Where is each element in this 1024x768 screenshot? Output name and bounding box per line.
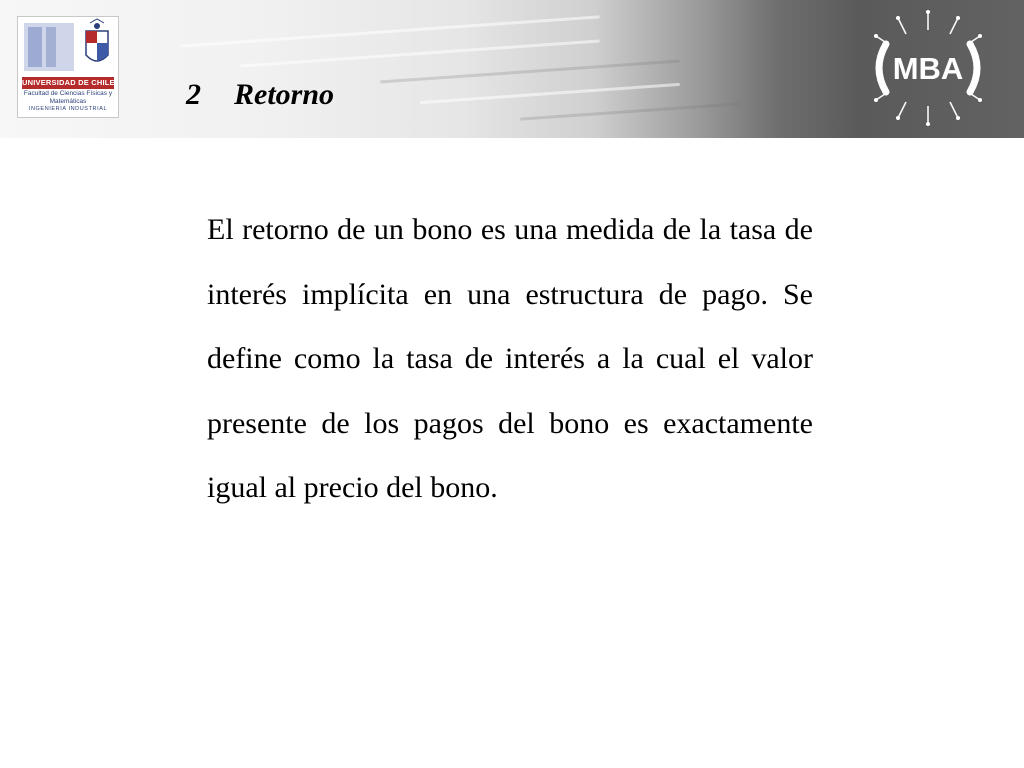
mba-logo-icon — [858, 8, 998, 128]
section-number: 2 — [186, 78, 201, 111]
header-streak — [380, 60, 679, 84]
university-name: UNIVERSIDAD DE CHILE — [22, 78, 115, 87]
department-name: INGENIERIA INDUSTRIAL — [28, 106, 108, 112]
mba-logo-text: MBA — [892, 51, 964, 86]
section-title: Retorno — [234, 78, 335, 111]
university-logo — [17, 16, 119, 118]
header-streak — [240, 39, 599, 67]
university-crest-icon — [18, 17, 118, 77]
slide-body-text: El retorno de un bono es una medida de la tasa de interés implícita en una estructura de pago. Se define como la tasa de interés a la cual el valor presente de los pagos del bono es exactamente igual al precio del bono. — [207, 213, 813, 504]
slide-title — [186, 78, 334, 112]
header-streak — [520, 102, 740, 120]
header-streak — [420, 83, 680, 104]
faculty-name: Facultad de Ciencias Físicas y Matemáticas — [23, 90, 113, 105]
